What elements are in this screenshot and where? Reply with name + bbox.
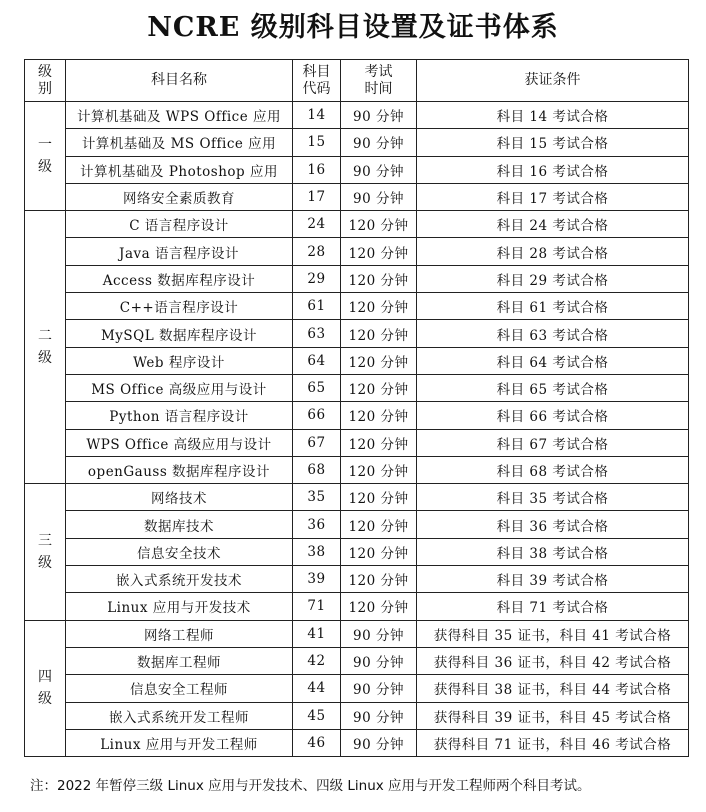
level-cell: 二 级 <box>25 211 66 484</box>
subject-code-cell: 24 <box>293 211 341 238</box>
subject-name-cell: C++语言程序设计 <box>66 293 293 320</box>
subject-name-cell: MySQL 数据库程序设计 <box>66 320 293 347</box>
subject-code-cell: 66 <box>293 402 341 429</box>
table-row <box>25 402 689 429</box>
exam-duration-cell: 120 分钟 <box>341 347 417 374</box>
level-cell: 一 级 <box>25 102 66 211</box>
table-row <box>25 729 689 756</box>
header-subject-name: 科目名称 <box>66 60 293 102</box>
certificate-condition-cell: 科目 68 考试合格 <box>417 456 689 483</box>
exam-duration-cell: 90 分钟 <box>341 129 417 156</box>
table-row <box>25 702 689 729</box>
subject-code-cell: 42 <box>293 647 341 674</box>
subject-code-cell: 63 <box>293 320 341 347</box>
certificate-condition-cell: 科目 38 考试合格 <box>417 538 689 565</box>
footnote: 注：2022 年暂停三级 Linux 应用与开发技术、四级 Linux 应用与开发工程师两个科目考试。 <box>30 778 591 794</box>
subject-code-cell: 14 <box>293 102 341 129</box>
exam-duration-cell: 120 分钟 <box>341 374 417 401</box>
certificate-condition-cell: 科目 15 考试合格 <box>417 129 689 156</box>
certificate-condition-cell: 科目 63 考试合格 <box>417 320 689 347</box>
exam-duration-cell: 120 分钟 <box>341 484 417 511</box>
subject-name-cell: MS Office 高级应用与设计 <box>66 374 293 401</box>
table-row <box>25 374 689 401</box>
exam-duration-cell: 90 分钟 <box>341 183 417 210</box>
exam-duration-cell: 120 分钟 <box>341 538 417 565</box>
subject-name-cell: 嵌入式系统开发技术 <box>66 566 293 593</box>
exam-duration-cell: 90 分钟 <box>341 620 417 647</box>
certificate-condition-cell: 科目 24 考试合格 <box>417 211 689 238</box>
subject-code-cell: 45 <box>293 702 341 729</box>
subject-code-cell: 39 <box>293 566 341 593</box>
certificate-condition-cell: 科目 64 考试合格 <box>417 347 689 374</box>
subject-name-cell: 信息安全技术 <box>66 538 293 565</box>
subject-name-cell: C 语言程序设计 <box>66 211 293 238</box>
subject-code-cell: 71 <box>293 593 341 620</box>
certificate-condition-cell: 科目 16 考试合格 <box>417 156 689 183</box>
exam-duration-cell: 120 分钟 <box>341 402 417 429</box>
header-condition: 获证条件 <box>417 60 689 102</box>
subject-name-cell: Python 语言程序设计 <box>66 402 293 429</box>
certificate-condition-cell: 科目 17 考试合格 <box>417 183 689 210</box>
exam-duration-cell: 120 分钟 <box>341 293 417 320</box>
subject-name-cell: 网络工程师 <box>66 620 293 647</box>
exam-duration-cell: 90 分钟 <box>341 102 417 129</box>
level-cell: 四 级 <box>25 620 66 756</box>
exam-duration-cell: 90 分钟 <box>341 675 417 702</box>
subject-name-cell: 数据库技术 <box>66 511 293 538</box>
exam-duration-cell: 120 分钟 <box>341 456 417 483</box>
table-row <box>25 183 689 210</box>
subject-name-cell: 计算机基础及 Photoshop 应用 <box>66 156 293 183</box>
table-row <box>25 593 689 620</box>
table-row <box>25 211 689 238</box>
subject-code-cell: 41 <box>293 620 341 647</box>
certificate-condition-cell: 科目 71 考试合格 <box>417 593 689 620</box>
table-row <box>25 511 689 538</box>
table-row <box>25 675 689 702</box>
subject-name-cell: 嵌入式系统开发工程师 <box>66 702 293 729</box>
certificate-condition-cell: 科目 28 考试合格 <box>417 238 689 265</box>
table-header-row <box>25 60 689 102</box>
exam-duration-cell: 120 分钟 <box>341 211 417 238</box>
certificate-condition-cell: 获得科目 39 证书，科目 45 考试合格 <box>417 702 689 729</box>
subject-code-cell: 15 <box>293 129 341 156</box>
subject-code-cell: 61 <box>293 293 341 320</box>
exam-duration-cell: 90 分钟 <box>341 702 417 729</box>
certificate-condition-cell: 获得科目 36 证书，科目 42 考试合格 <box>417 647 689 674</box>
table-row <box>25 429 689 456</box>
subject-name-cell: 计算机基础及 WPS Office 应用 <box>66 102 293 129</box>
certificate-condition-cell: 科目 35 考试合格 <box>417 484 689 511</box>
subject-code-cell: 67 <box>293 429 341 456</box>
certificate-condition-cell: 科目 29 考试合格 <box>417 265 689 292</box>
subject-name-cell: 信息安全工程师 <box>66 675 293 702</box>
certificate-condition-cell: 科目 61 考试合格 <box>417 293 689 320</box>
header-duration: 考试 时间 <box>341 60 417 102</box>
table-row <box>25 566 689 593</box>
subject-name-cell: 计算机基础及 MS Office 应用 <box>66 129 293 156</box>
subject-code-cell: 44 <box>293 675 341 702</box>
subject-code-cell: 64 <box>293 347 341 374</box>
table-row <box>25 238 689 265</box>
table-row <box>25 293 689 320</box>
certificate-condition-cell: 获得科目 71 证书，科目 46 考试合格 <box>417 729 689 756</box>
subject-code-cell: 16 <box>293 156 341 183</box>
subject-code-cell: 65 <box>293 374 341 401</box>
subject-code-cell: 35 <box>293 484 341 511</box>
exam-duration-cell: 120 分钟 <box>341 265 417 292</box>
certificate-condition-cell: 获得科目 35 证书，科目 41 考试合格 <box>417 620 689 647</box>
exam-duration-cell: 120 分钟 <box>341 566 417 593</box>
subject-code-cell: 28 <box>293 238 341 265</box>
table-row <box>25 456 689 483</box>
table-row <box>25 484 689 511</box>
level-cell: 三 级 <box>25 484 66 620</box>
subject-name-cell: 数据库工程师 <box>66 647 293 674</box>
subject-name-cell: Access 数据库程序设计 <box>66 265 293 292</box>
table-row <box>25 538 689 565</box>
subject-code-cell: 17 <box>293 183 341 210</box>
certificate-condition-cell: 科目 36 考试合格 <box>417 511 689 538</box>
certificate-condition-cell: 获得科目 38 证书，科目 44 考试合格 <box>417 675 689 702</box>
subject-code-cell: 46 <box>293 729 341 756</box>
certificate-condition-cell: 科目 14 考试合格 <box>417 102 689 129</box>
exam-duration-cell: 90 分钟 <box>341 647 417 674</box>
table-row <box>25 265 689 292</box>
header-code: 科目 代码 <box>293 60 341 102</box>
table-row <box>25 620 689 647</box>
subject-name-cell: Web 程序设计 <box>66 347 293 374</box>
subject-name-cell: WPS Office 高级应用与设计 <box>66 429 293 456</box>
page-title: NCRE 级别科目设置及证书体系 <box>147 12 559 43</box>
subject-name-cell: 网络安全素质教育 <box>66 183 293 210</box>
subject-name-cell: 网络技术 <box>66 484 293 511</box>
table-row <box>25 347 689 374</box>
subject-name-cell: Linux 应用与开发技术 <box>66 593 293 620</box>
table-row <box>25 320 689 347</box>
certificate-condition-cell: 科目 39 考试合格 <box>417 566 689 593</box>
subject-code-cell: 38 <box>293 538 341 565</box>
exam-duration-cell: 120 分钟 <box>341 511 417 538</box>
exam-duration-cell: 90 分钟 <box>341 729 417 756</box>
ncre-subject-table <box>24 59 689 757</box>
table-row <box>25 129 689 156</box>
exam-duration-cell: 120 分钟 <box>341 429 417 456</box>
exam-duration-cell: 120 分钟 <box>341 320 417 347</box>
subject-name-cell: openGauss 数据库程序设计 <box>66 456 293 483</box>
subject-name-cell: Java 语言程序设计 <box>66 238 293 265</box>
certificate-condition-cell: 科目 66 考试合格 <box>417 402 689 429</box>
exam-duration-cell: 90 分钟 <box>341 156 417 183</box>
subject-code-cell: 68 <box>293 456 341 483</box>
subject-name-cell: Linux 应用与开发工程师 <box>66 729 293 756</box>
table-row <box>25 102 689 129</box>
exam-duration-cell: 120 分钟 <box>341 593 417 620</box>
certificate-condition-cell: 科目 65 考试合格 <box>417 374 689 401</box>
table-row <box>25 647 689 674</box>
exam-duration-cell: 120 分钟 <box>341 238 417 265</box>
subject-code-cell: 36 <box>293 511 341 538</box>
certificate-condition-cell: 科目 67 考试合格 <box>417 429 689 456</box>
table-body <box>25 102 689 757</box>
subject-code-cell: 29 <box>293 265 341 292</box>
table-row <box>25 156 689 183</box>
header-level: 级 别 <box>25 60 66 102</box>
